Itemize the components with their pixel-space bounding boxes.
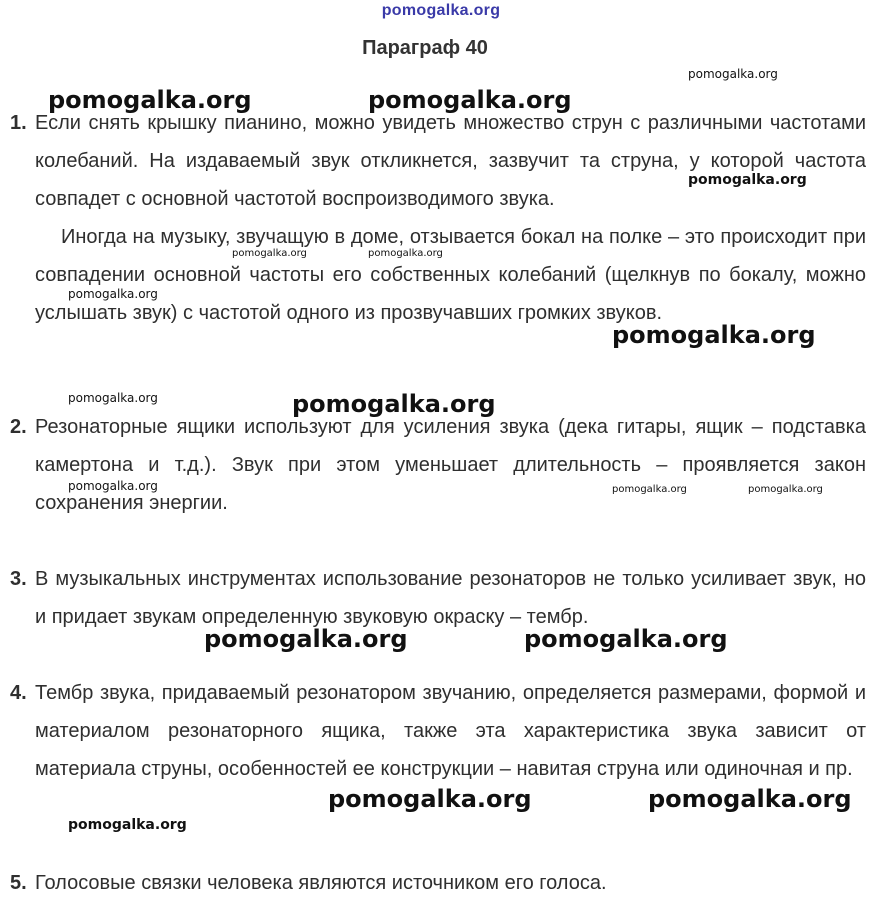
watermark: pomogalka.org [68,817,187,833]
item-paragraph: Резонаторные ящики используют для усиления звука (дека гитары, ящик – подставка камертона и т.д.). Звук при этом уменьшает длительность – проявляется закон сохранения энергии. [35,416,866,514]
item-number: 5. [10,872,27,894]
item-number: 2. [10,416,27,438]
watermark: pomogalka.org [368,86,572,114]
item-number: 4. [10,682,27,704]
watermark: pomogalka.org [204,625,408,653]
item-body [35,560,866,636]
watermark: pomogalka.org [648,785,852,813]
watermark: pomogalka.org [48,86,252,114]
list-item-3 [10,560,866,636]
watermark: pomogalka.org [328,785,532,813]
list-item-4 [10,674,866,788]
watermark: pomogalka.org [368,248,443,259]
list-item-5 [10,864,866,902]
watermark: pomogalka.org [688,172,807,188]
item-body [35,408,866,522]
watermark: pomogalka.org [68,287,158,301]
page-title: Параграф 40 [362,37,488,59]
item-paragraph: Голосовые связки человека являются источником его голоса. [35,872,607,894]
watermark: pomogalka.org [612,321,816,349]
watermark: pomogalka.org [612,484,687,495]
watermark: pomogalka.org [688,67,778,81]
item-body [35,104,866,332]
watermark: pomogalka.org [232,248,307,259]
watermark: pomogalka.org [68,391,158,405]
list-item-2 [10,408,866,522]
site-watermark-header: pomogalka.org [381,2,501,19]
watermark: pomogalka.org [748,484,823,495]
item-paragraph: В музыкальных инструментах использование резонаторов не только усиливает звук, но и придает звукам определенную звуковую окраску – тембр. [35,568,866,628]
item-number: 1. [10,112,27,134]
watermark: pomogalka.org [524,625,728,653]
item-paragraph: Иногда на музыку, звучащую в доме, отзывается бокал на полке – это происходит при совпадении основной частоты его собственных колебаний (щелкнув по бокалу, можно услышать звук) с частотой одного из прозвучавших громких звуков. [35,226,866,324]
item-body [35,674,866,788]
watermark: pomogalka.org [292,390,496,418]
item-paragraph: Тембр звука, придаваемый резонатором звучанию, определяется размерами, формой и материалом резонаторного ящика, также эта характеристика звука зависит от материала струны, особенностей ее конструкции – навитая струна или одиночная и пр. [35,682,866,780]
item-body [35,864,866,902]
item-number: 3. [10,568,27,590]
watermark: pomogalka.org [68,479,158,493]
item-paragraph: Если снять крышку пианино, можно увидеть множество струн с различными частотами колебаний. На издаваемый звук откликнется, зазвучит та струна, у которой частота совпадет с основной частотой воспроизводимого звука. [35,112,866,210]
